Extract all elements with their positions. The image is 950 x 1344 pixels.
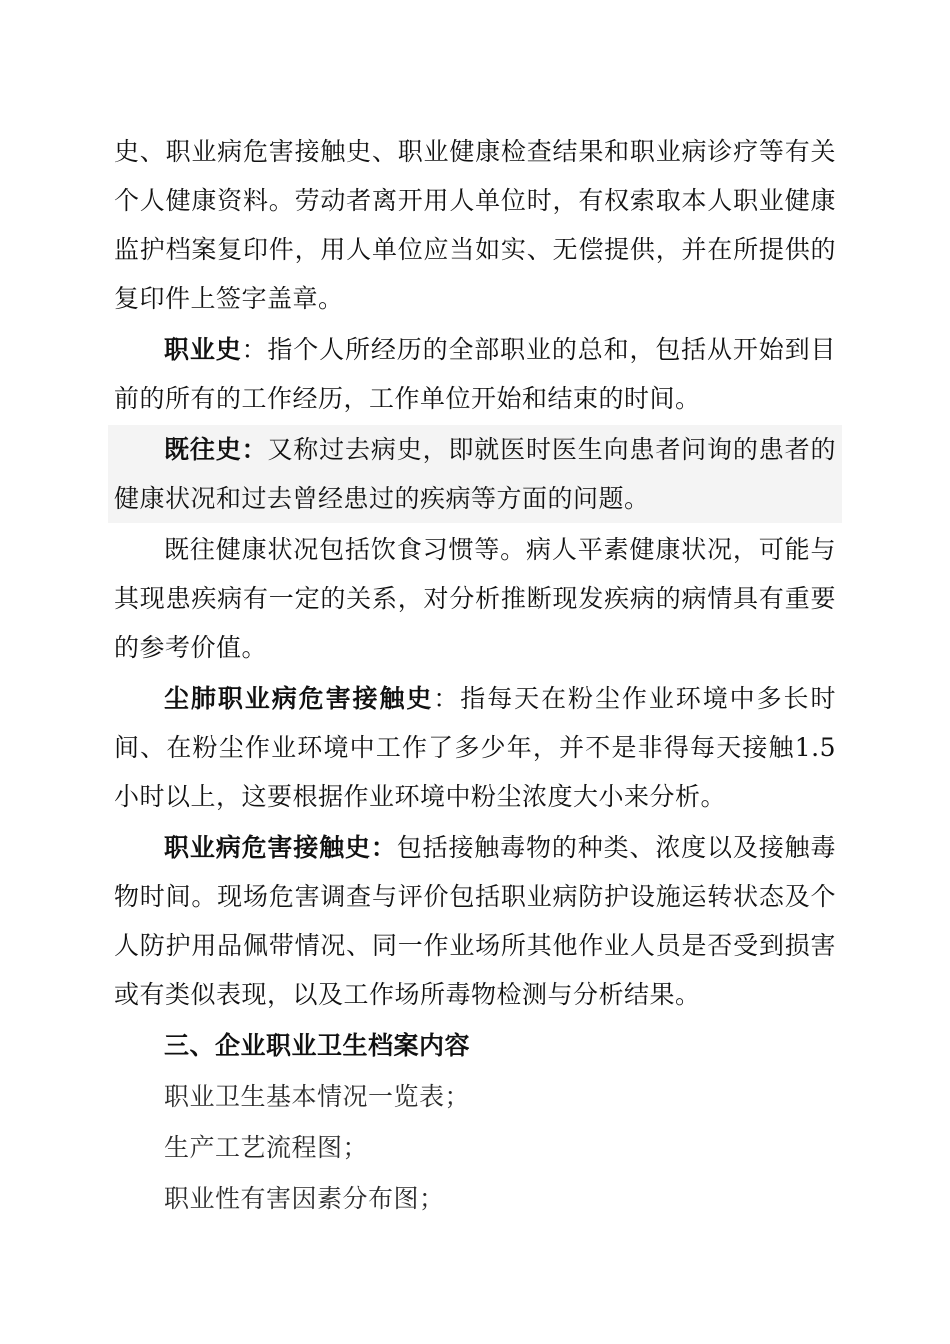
list-item: 职业卫生基本情况一览表； <box>164 1082 471 1111</box>
term-occupational-history: 职业史 <box>164 335 242 364</box>
paragraph-past-history <box>108 425 842 523</box>
paragraph-pneumoconiosis-exposure <box>114 674 836 821</box>
term-hazard-exposure: 职业病危害接触史： <box>164 833 397 862</box>
list-item: 职业性有害因素分布图； <box>164 1184 445 1213</box>
section-heading: 三、企业职业卫生档案内容 <box>164 1031 471 1060</box>
paragraph-continued: 史、职业病危害接触史、职业健康检查结果和职业病诊疗等有关个人健康资料。劳动者离开用人单位时，有权索取本人职业健康监护档案复印件，用人单位应当如实、无偿提供，并在所提供的复印件上签字盖章。 <box>114 137 836 313</box>
definition-pneumoconiosis-exposure: ：指每天在粉尘作业环境中多长时间、在粉尘作业环境中工作了多少年，并不是非得每天接触1.5小时以上，这要根据作业环境中粉尘浓度大小来分析。 <box>114 684 836 811</box>
document-body <box>114 127 836 1225</box>
term-pneumoconiosis-exposure: 尘肺职业病危害接触史 <box>164 684 434 713</box>
paragraph-hazard-exposure <box>114 823 836 1019</box>
term-past-history: 既往史： <box>164 435 268 464</box>
list-item: 生产工艺流程图； <box>164 1133 369 1162</box>
paragraph-past-health-status: 既往健康状况包括饮食习惯等。病人平素健康状况，可能与其现患疾病有一定的关系，对分析推断现发疾病的病情具有重要的参考价值。 <box>114 535 836 662</box>
paragraph-occupational-history <box>114 325 836 423</box>
definition-occupational-history: ：指个人所经历的全部职业的总和，包括从开始到目前的所有的工作经历，工作单位开始和结束的时间。 <box>114 335 836 413</box>
definition-hazard-exposure: 包括接触毒物的种类、浓度以及接触毒物时间。现场危害调查与评价包括职业病防护设施运转状态及个人防护用品佩带情况、同一作业场所其他作业人员是否受到损害或有类似表现，以及工作场所毒物检测与分析结果。 <box>114 833 836 1009</box>
definition-past-history: 又称过去病史，即就医时医生向患者问询的患者的健康状况和过去曾经患过的疾病等方面的问题。 <box>114 435 836 513</box>
